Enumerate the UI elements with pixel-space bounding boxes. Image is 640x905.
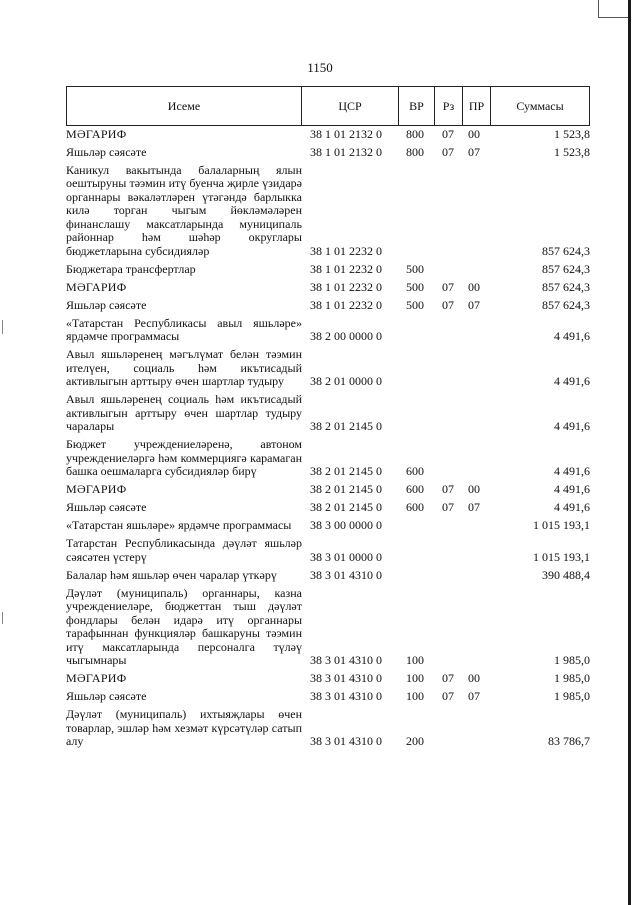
row-rz: 07 (442, 500, 454, 514)
row-csr: 38 2 01 2145 0 (310, 464, 382, 478)
row-rz: 07 (442, 482, 454, 496)
row-pr: 07 (468, 297, 480, 312)
row-vr: 800 (406, 126, 424, 141)
column-header-sum: Суммасы (516, 99, 564, 113)
row-vr: 100 (406, 671, 424, 685)
row-name: Каникул вакытында балаларның ялын оештыруны тәэмин итү буенча җирле үзидарә органнары вәкаләтләрен үтәгәндә барлыкка килә торган чыгым йөкләмәләрен финанслашу максатларында муниципаль районнар һәм шәһәр округлары бюджетларына субсидияләр (66, 162, 302, 258)
row-name: Бюджетара трансфертлар (66, 261, 196, 276)
scan-margin-mark (2, 612, 3, 624)
row-name: МӘГАРИФ (66, 279, 127, 294)
row-sum: 1 015 193,1 (533, 549, 590, 564)
row-name: Яшьләр сәясәте (66, 297, 147, 312)
row-csr: 38 1 01 2232 0 (310, 261, 382, 276)
row-name: Дәүләт (муниципаль) ихтыяҗлары өчен товарлар, эшләр һәм хезмәт күрсәтүләр сатып алу (66, 707, 302, 748)
row-rz: 07 (442, 144, 454, 159)
row-name: Яшьләр сәясәте (66, 144, 147, 159)
row-pr: 00 (468, 279, 480, 294)
table-row (66, 297, 590, 315)
column-header-pr: ПР (468, 99, 485, 113)
table-row (66, 707, 590, 752)
row-csr: 38 2 01 2145 0 (310, 500, 382, 514)
row-vr: 200 (406, 734, 424, 748)
row-csr: 38 1 01 2232 0 (310, 243, 382, 258)
table-row (66, 144, 590, 162)
row-sum: 1 523,8 (554, 126, 590, 141)
row-rz: 07 (442, 279, 454, 294)
row-pr: 07 (468, 689, 480, 703)
row-sum: 4 491,6 (554, 329, 590, 343)
row-pr: 07 (468, 500, 480, 514)
row-name: «Татарстан Республикасы авыл яшьләре» ярдәмче программасы (66, 315, 302, 343)
row-rz: 07 (442, 126, 454, 141)
row-pr: 00 (468, 482, 480, 496)
scan-corner-mark (598, 0, 599, 18)
column-header-name: Исеме (167, 99, 201, 113)
row-csr: 38 1 01 2132 0 (310, 144, 382, 159)
row-csr: 38 2 01 0000 0 (310, 374, 382, 388)
row-csr: 38 3 01 4310 0 (310, 689, 382, 703)
table-row (66, 689, 590, 707)
row-csr: 38 3 01 4310 0 (310, 671, 382, 685)
row-pr: 00 (468, 671, 480, 685)
row-csr: 38 3 01 0000 0 (310, 549, 382, 564)
row-csr: 38 2 01 2145 0 (310, 419, 382, 433)
row-name: Татарстан Республикасында дәүләт яшьләр сәясәтен үстерү (66, 536, 302, 564)
table-row (66, 315, 590, 347)
row-vr: 100 (406, 653, 424, 667)
table-row (66, 347, 590, 392)
row-sum: 4 491,6 (554, 500, 590, 514)
row-rz: 07 (442, 297, 454, 312)
row-name: Балалар һәм яшьләр өчен чаралар үткәрү (66, 567, 277, 582)
page-number: 1150 (307, 60, 333, 75)
row-vr: 500 (406, 261, 424, 276)
row-name: МӘГАРИФ (66, 482, 127, 496)
row-sum: 1 985,0 (554, 689, 590, 703)
table-row (66, 500, 590, 518)
row-vr: 600 (406, 464, 424, 478)
table-row (66, 585, 590, 671)
row-csr: 38 1 01 2232 0 (310, 279, 382, 294)
table-row (66, 536, 590, 568)
table-row (66, 126, 590, 144)
row-vr: 500 (406, 297, 424, 312)
row-csr: 38 2 00 0000 0 (310, 329, 382, 343)
row-name: МӘГАРИФ (66, 126, 127, 141)
row-pr: 07 (468, 144, 480, 159)
row-name: Авыл яшьләренең социаль һәм икътисадый активлыгын арттыру өчен шартлар тудыру чаралары (66, 392, 302, 433)
row-name: Авыл яшьләренең мәгълүмат белән тәэмин ителүен, социаль һәм икътисадый активлыгын арттыру өчен шартлар тудыру (66, 347, 302, 388)
scan-margin-mark (2, 320, 3, 334)
row-csr: 38 1 01 2232 0 (310, 297, 382, 312)
row-sum: 83 786,7 (548, 734, 590, 748)
row-sum: 857 624,3 (542, 297, 590, 312)
row-csr: 38 2 01 2145 0 (310, 482, 382, 496)
table-row (66, 567, 590, 585)
row-vr: 600 (406, 500, 424, 514)
row-rz: 07 (442, 671, 454, 685)
row-sum: 857 624,3 (542, 243, 590, 258)
row-rz: 07 (442, 689, 454, 703)
row-csr: 38 3 01 4310 0 (310, 734, 382, 748)
row-sum: 1 985,0 (554, 671, 590, 685)
column-header-vr: ВР (409, 99, 424, 113)
table-row (66, 261, 590, 279)
row-name: Яшьләр сәясәте (66, 689, 147, 703)
row-csr: 38 3 01 4310 0 (310, 653, 382, 667)
row-sum: 4 491,6 (554, 464, 590, 478)
row-sum: 1 985,0 (554, 653, 590, 667)
row-vr: 100 (406, 689, 424, 703)
table-header (66, 86, 590, 126)
row-sum: 857 624,3 (542, 279, 590, 294)
row-name: Дәүләт (муниципаль) органнары, казна учреждениеләре, бюджеттан тыш дәүләт фондлары белән идарә итү органнары тарафыннан функцияләр башкаруны тәэмин итү максатларында персоналга түләү чыгымнары (66, 585, 302, 667)
column-header-csr: ЦСР (338, 99, 362, 113)
row-name: «Татарстан яшьләре» ярдәмче программасы (66, 518, 292, 532)
row-name: Яшьләр сәясәте (66, 500, 147, 514)
column-header-rz: Рз (442, 99, 455, 113)
table-row (66, 671, 590, 689)
row-pr: 00 (468, 126, 480, 141)
row-vr: 600 (406, 482, 424, 496)
row-csr: 38 1 01 2132 0 (310, 126, 382, 141)
row-name: МӘГАРИФ (66, 671, 127, 685)
table-row (66, 518, 590, 536)
row-vr: 500 (406, 279, 424, 294)
row-csr: 38 3 01 4310 0 (310, 567, 382, 582)
row-sum: 1 523,8 (554, 144, 590, 159)
table-row (66, 437, 590, 482)
table-row (66, 482, 590, 500)
row-csr: 38 3 00 0000 0 (310, 518, 382, 532)
row-name: Бюджет учреждениеләренә, автоном учреждениеләргә һәм коммерциягә карамаган башка оешмаларга субсидияләр бирү (66, 437, 302, 478)
row-sum: 390 488,4 (542, 567, 590, 582)
table-row (66, 279, 590, 297)
table-row (66, 162, 590, 261)
row-sum: 4 491,6 (554, 419, 590, 433)
table-row (66, 392, 590, 437)
row-sum: 4 491,6 (554, 482, 590, 496)
row-sum: 857 624,3 (542, 261, 590, 276)
row-sum: 1 015 193,1 (533, 518, 590, 532)
scan-right-edge (628, 0, 631, 905)
budget-table (66, 126, 590, 752)
scan-corner-mark (598, 17, 628, 18)
row-sum: 4 491,6 (554, 374, 590, 388)
row-vr: 800 (406, 144, 424, 159)
